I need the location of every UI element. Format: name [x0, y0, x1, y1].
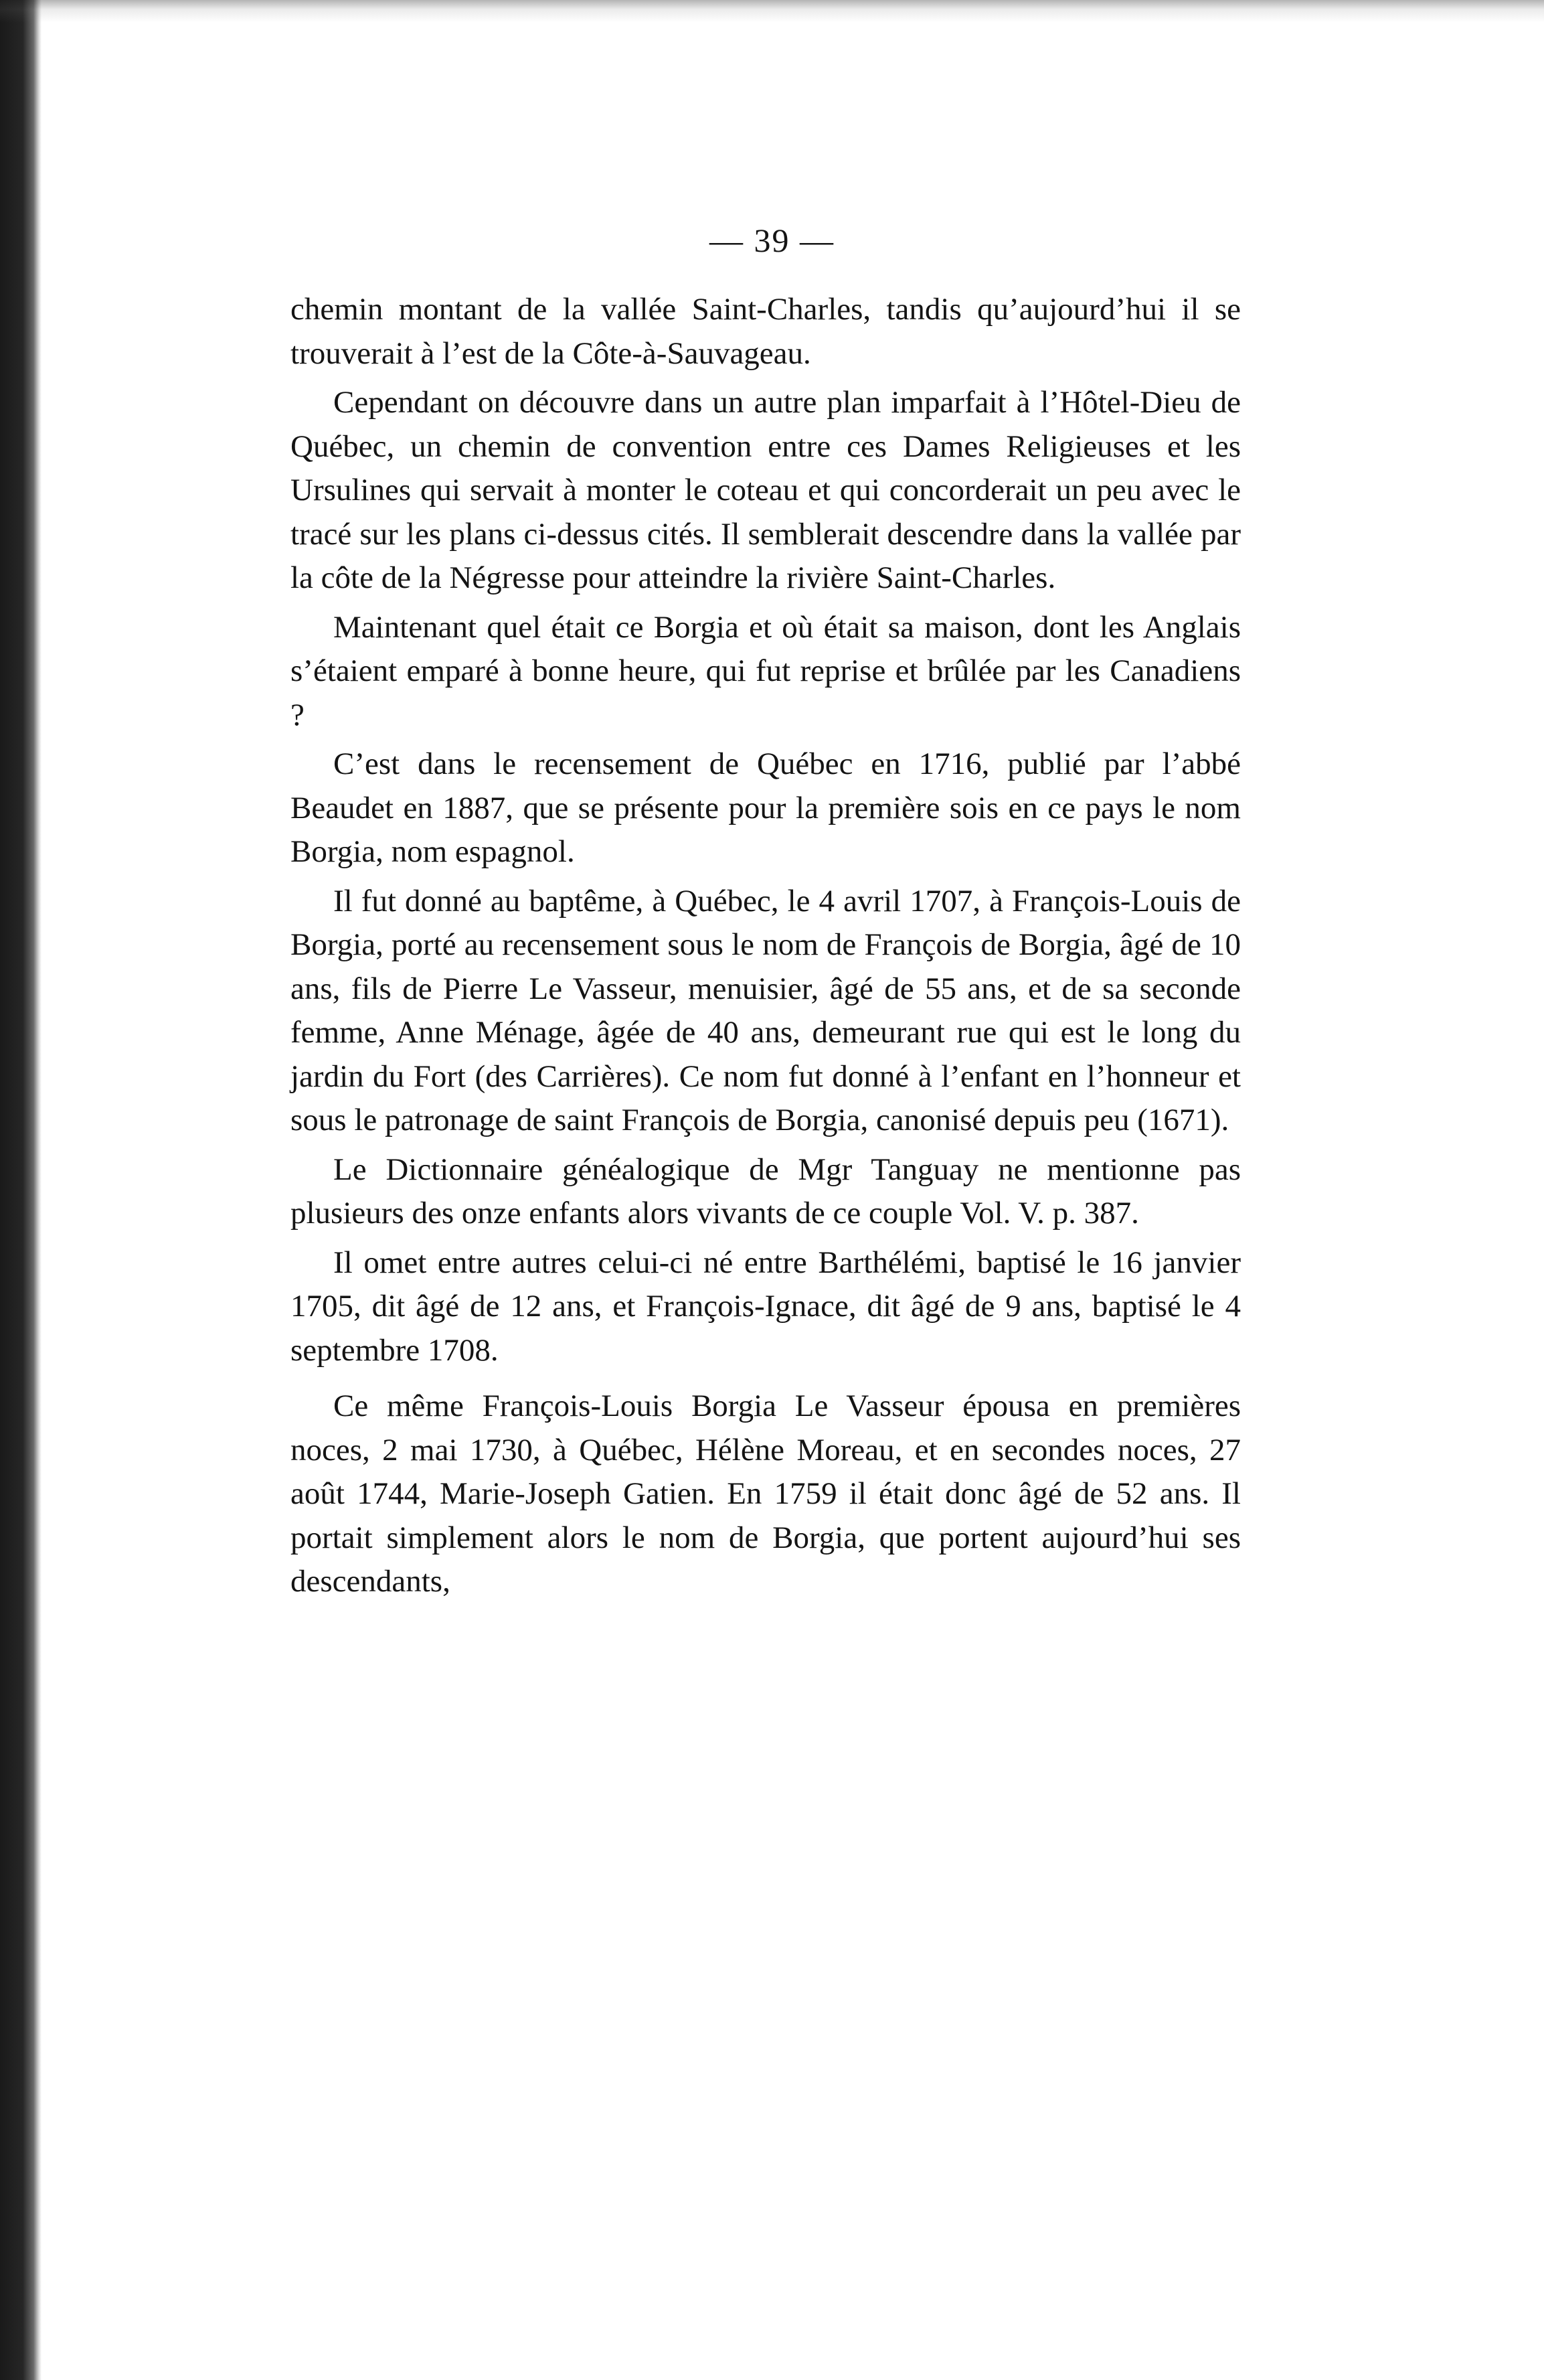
paragraph: Il omet entre autres celui-ci né entre Barthélémi, baptisé le 16 janvier 1705, dit âgé de 12 ans, et François-Ignace, dit âgé de 9 ans, baptisé le 4 septembre 1708.	[290, 1245, 1241, 1368]
body-text	[290, 288, 1241, 1604]
paragraph: Ce même François-Louis Borgia Le Vasseur épousa en premières noces, 2 mai 1730, à Québec, Hélène Moreau, et en secondes noces, 27 août 1744, Marie-Joseph Gatien. En 1759 il était donc âgé de 52 ans. Il portait simplement alors le nom de Borgia, que portent aujourd’hui ses descendants,	[290, 1389, 1241, 1599]
paragraph: Il fut donné au baptême, à Québec, le 4 avril 1707, à François-Louis de Borgia, porté au recensement sous le nom de François de Borgia, âgé de 10 ans, fils de Pierre Le Vasseur, menuisier, âgé de 55 ans, et de sa seconde femme, Anne Ménage, âgée de 40 ans, demeurant rue qui est le long du jardin du Fort (des Carrières). Ce nom fut donné à l’enfant en l’honneur et sous le patronage de saint François de Borgia, canonisé depuis peu (1671).	[290, 883, 1241, 1137]
paragraph: Cependant on découvre dans un autre plan imparfait à l’Hôtel-Dieu de Québec, un chemin de convention entre ces Dames Religieuses et les Ursulines qui servait à monter le coteau et qui concorderait un peu avec le tracé sur les plans ci-dessus cités. Il semblerait descendre dans la vallée par la côte de la Négresse pour atteindre la rivière Saint-Charles.	[290, 385, 1241, 595]
scanned-page-edge-top	[0, 0, 1544, 23]
paragraph: Le Dictionnaire généalogique de Mgr Tanguay ne mentionne pas plusieurs des onze enfants alors vivants de ce couple Vol. V. p. 387.	[290, 1152, 1241, 1231]
page-number: — 39 —	[709, 222, 835, 259]
paragraph: C’est dans le recensement de Québec en 1716, publié par l’abbé Beaudet en 1887, que se présente pour la première sois en ce pays le nom Borgia, nom espagnol.	[290, 746, 1241, 869]
paragraph: chemin montant de la vallée Saint-Charles, tandis qu’aujourd’hui il se trouverait à l’est de la Côte-à-Sauvageau.	[290, 292, 1241, 371]
paragraph: Maintenant quel était ce Borgia et où était sa maison, dont les Anglais s’étaient emparé à bonne heure, qui fut reprise et brûlée par les Canadiens ?	[290, 609, 1241, 732]
scanned-page-edge-left	[0, 0, 41, 2380]
